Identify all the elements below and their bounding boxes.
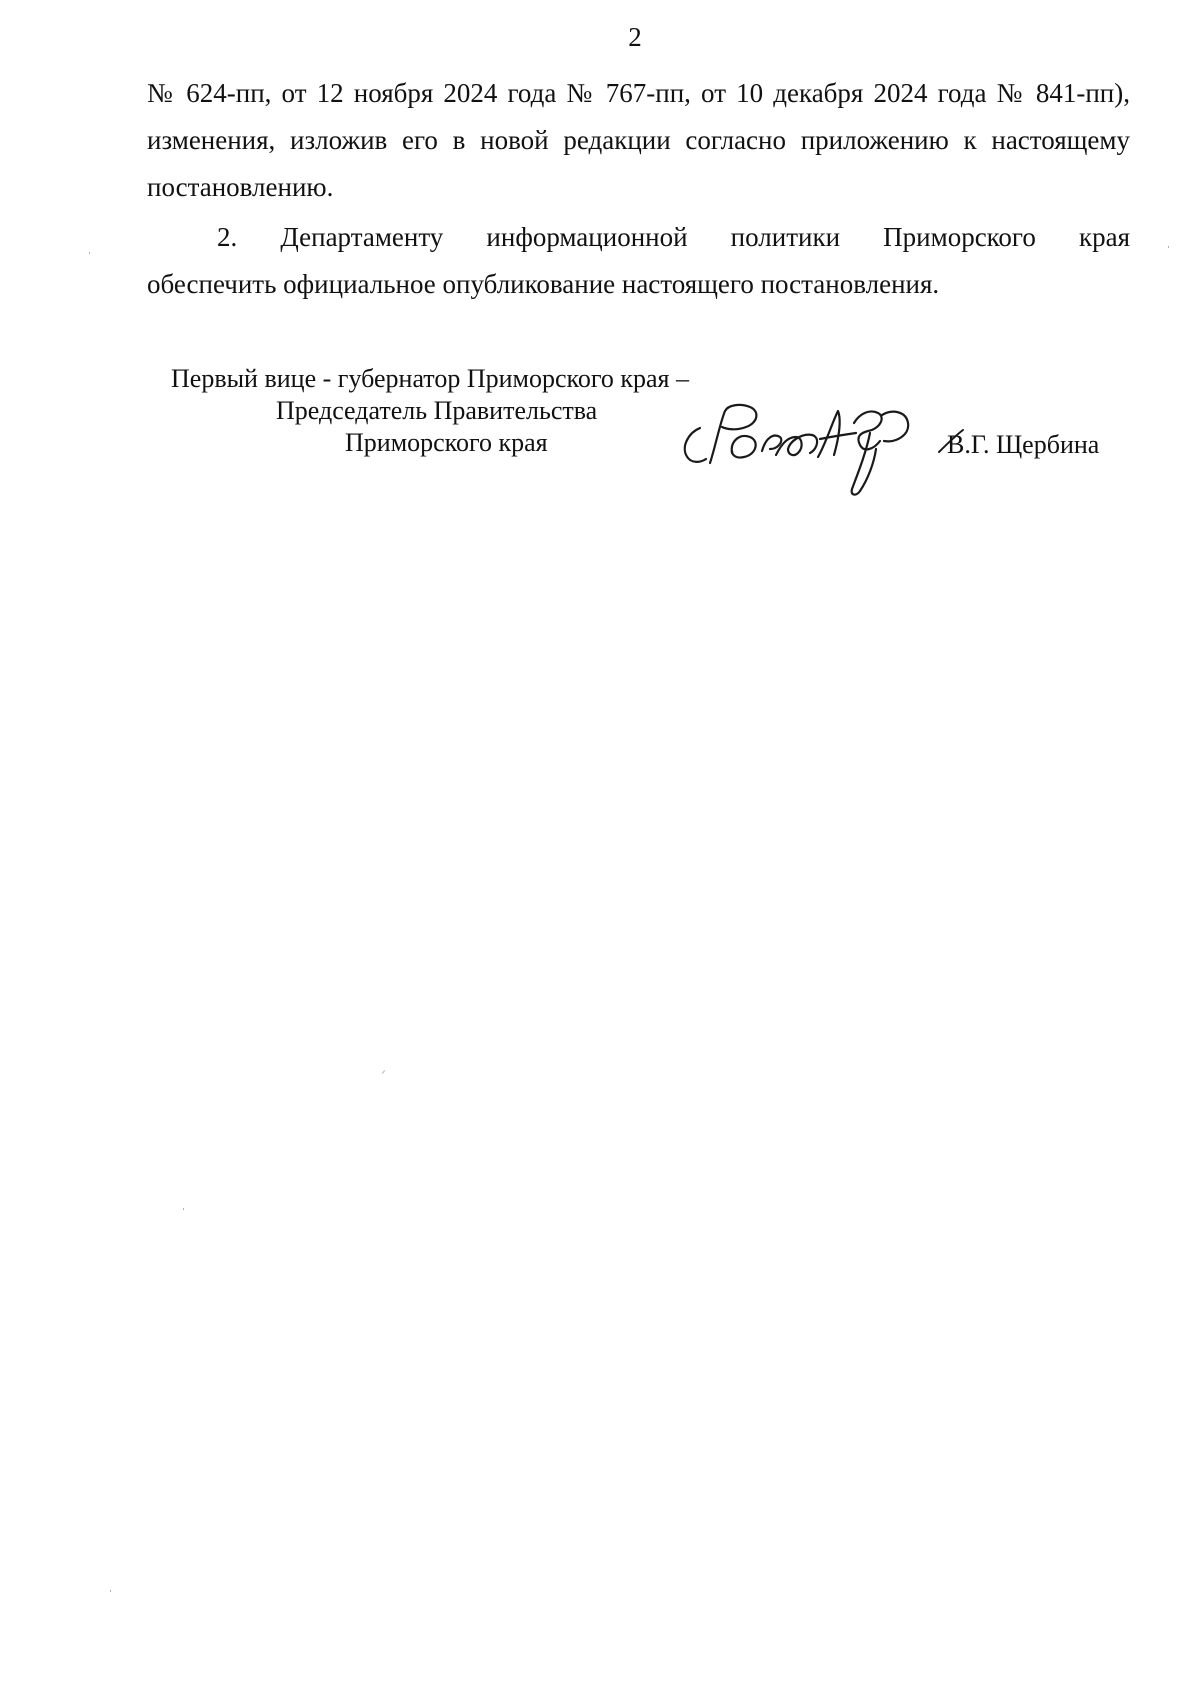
signatory-title-line-3: Приморского края	[345, 428, 548, 457]
scan-speck	[183, 1208, 184, 1210]
signatory-name: В.Г. Щербина	[947, 430, 1100, 459]
scan-speck	[89, 252, 90, 254]
scan-speck	[110, 1590, 111, 1592]
signature-stroke	[732, 436, 756, 458]
signature-stroke	[776, 435, 817, 455]
paragraph-1-line-3: постановлению.	[147, 172, 334, 202]
signatory-title-line-2: Председатель Правительства	[276, 396, 598, 425]
signature-block	[0, 363, 1200, 493]
paragraph-2	[147, 214, 1130, 308]
paragraph-2-line-1: 2. Департаменту информационной политики Приморского края	[217, 222, 1130, 252]
paragraph-1-line-2: изменения, изложив его в новой редакции согласно приложению к настоящему	[147, 125, 1130, 155]
page-number: 2	[628, 22, 642, 52]
scan-speck	[1168, 246, 1169, 248]
signature-stroke	[882, 412, 908, 442]
signature-stroke	[852, 433, 876, 495]
signatory-title-line-1: Первый вице - губернатор Приморского края –	[171, 364, 689, 393]
paragraph-2-line-2: обеспечить официальное опубликование настоящего постановления.	[147, 269, 940, 299]
signature-stroke	[685, 428, 706, 462]
handwritten-signature	[670, 393, 970, 503]
signature-stroke	[818, 411, 856, 457]
paragraph-1-line-1: № 624-пп, от 12 ноября 2024 года № 767-пп, от 10 декабря 2024 года № 841-пп),	[147, 78, 1130, 108]
scan-speck	[382, 1070, 385, 1074]
paragraph-1	[147, 70, 1130, 211]
